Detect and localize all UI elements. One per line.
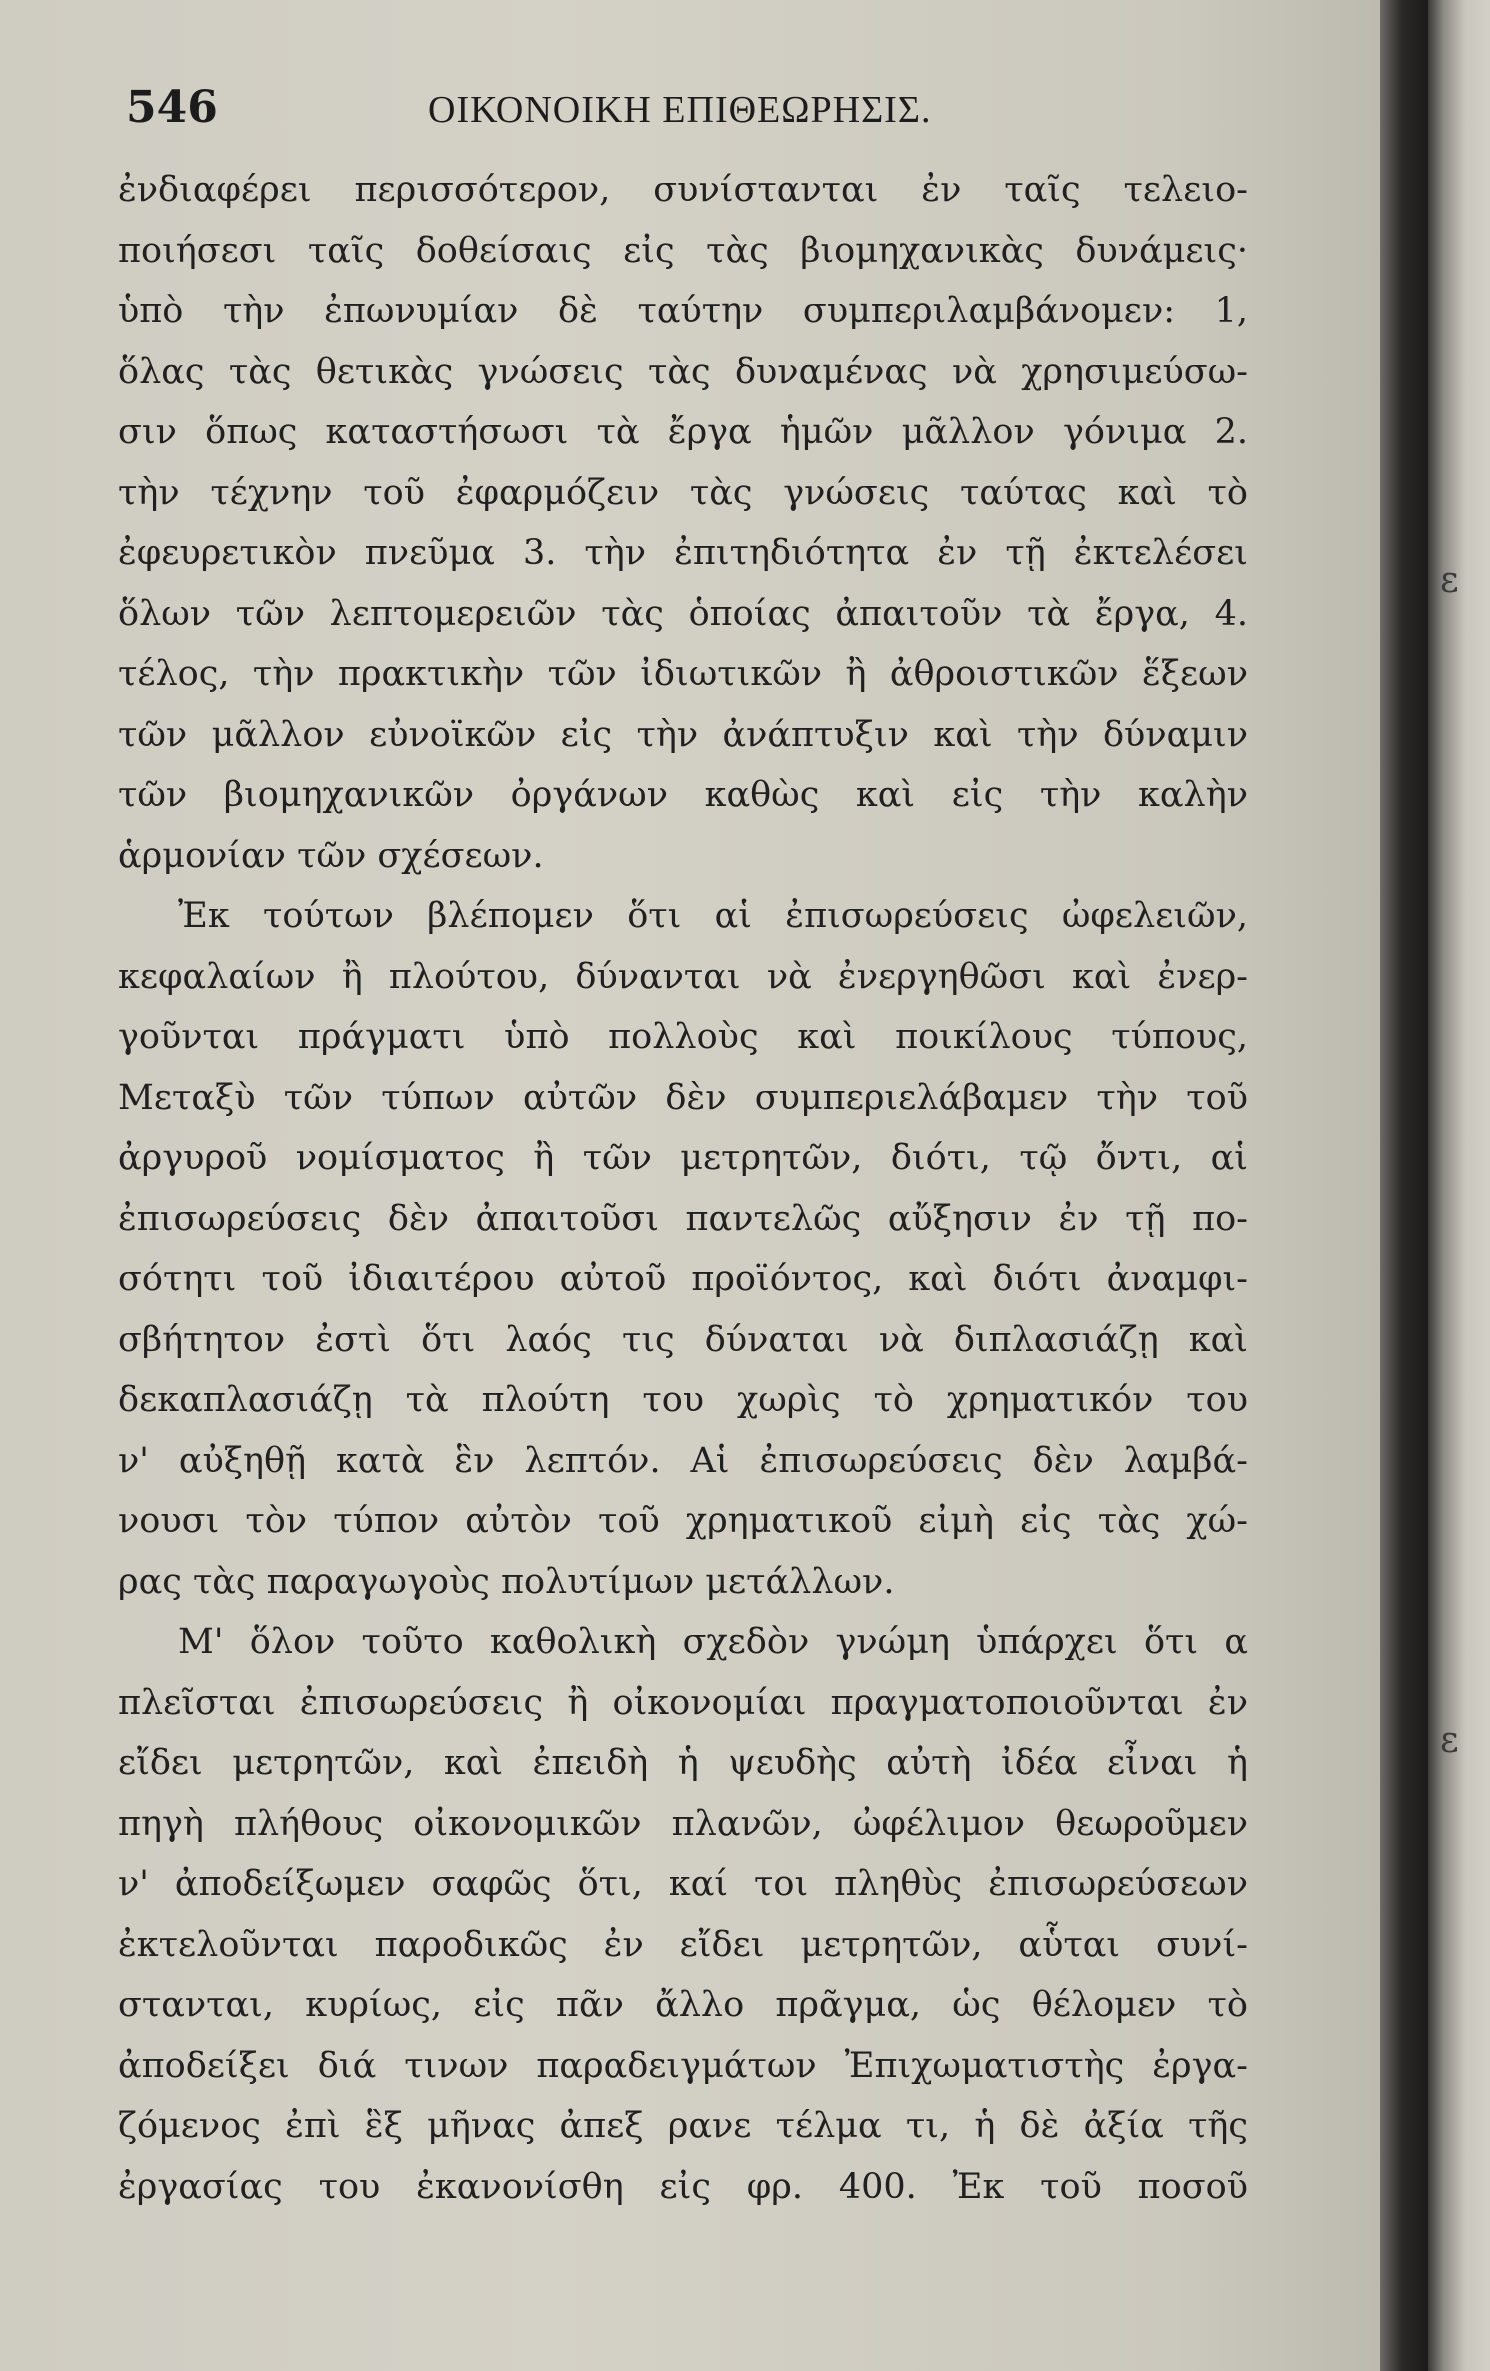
text-line: στανται, κυρίως, εἰς πᾶν ἄλλο πρᾶγμα, ὡς θέλομεν τὸ bbox=[118, 1985, 1248, 2025]
text-line: Μεταξὺ τῶν τύπων αὐτῶν δὲν συμπεριελάβαμεν τὴν τοῦ bbox=[118, 1077, 1248, 1118]
text-line: δεκαπλασιάζῃ τὰ πλούτη του χωρὶς τὸ χρηματικόν του bbox=[118, 1380, 1248, 1420]
text-line: σβήτητον ἐστὶ ὅτι λαός τις δύναται νὰ διπλασιάζῃ καὶ bbox=[118, 1319, 1248, 1360]
text-line: ἀποδείξει διά τινων παραδειγμάτων Ἐπιχωματιστὴς ἐργα- bbox=[118, 2045, 1248, 2086]
text-line: ὅλων τῶν λεπτομερειῶν τὰς ὁποίας ἀπαιτοῦν τὰ ἔργα, 4. bbox=[118, 593, 1248, 634]
text-line: ἐργασίας του ἐκανονίσθη εἰς φρ. 400. Ἐκ τοῦ ποσοῦ bbox=[118, 2166, 1248, 2207]
page-number: 546 bbox=[126, 82, 218, 133]
paragraph-start-line: Μ' ὅλον τοῦτο καθολικὴ σχεδὸν γνώμη ὑπάρχει ὅτι α bbox=[178, 1622, 1248, 1662]
text-line: ν' αὐξηθῇ κατὰ ἓν λεπτόν. Αἱ ἐπισωρεύσεις δὲν λαμβά- bbox=[118, 1440, 1248, 1481]
text-line: ποιήσεσι ταῖς δοθείσαις εἰς τὰς βιομηχανικὰς δυνάμεις· bbox=[118, 230, 1248, 271]
text-line: γοῦνται πράγματι ὑπὸ πολλοὺς καὶ ποικίλους τύπους, bbox=[118, 1017, 1248, 1057]
text-line: ἐπισωρεύσεις δὲν ἀπαιτοῦσι παντελῶς αὔξησιν ἐν τῇ πο- bbox=[118, 1198, 1248, 1239]
text-line: ἐνδιαφέρει περισσότερον, συνίστανται ἐν ταῖς τελειο- bbox=[118, 170, 1248, 210]
text-line: ἁρμονίαν τῶν σχέσεων. bbox=[118, 835, 544, 876]
text-line: ὅλας τὰς θετικὰς γνώσεις τὰς δυναμένας νὰ χρησιμεύσω- bbox=[118, 351, 1248, 392]
text-line: τὴν τέχνην τοῦ ἐφαρμόζειν τὰς γνώσεις ταύτας καὶ τὸ bbox=[118, 472, 1248, 513]
text-line: πλεῖσται ἐπισωρεύσεις ἢ οἰκονομίαι πραγματοποιοῦνται ἐν bbox=[118, 1682, 1248, 1723]
text-line: σιν ὅπως καταστήσωσι τὰ ἔργα ἡμῶν μᾶλλον γόνιμα 2. bbox=[118, 412, 1248, 452]
text-line: ἐφευρετικὸν πνεῦμα 3. τὴν ἐπιτηδιότητα ἐν τῇ ἐκτελέσει bbox=[118, 533, 1248, 573]
text-line: σότητι τοῦ ἰδιαιτέρου αὐτοῦ προϊόντος, καὶ διότι ἀναμφι- bbox=[118, 1259, 1248, 1299]
text-line: ὑπὸ τὴν ἐπωνυμίαν δὲ ταύτην συμπεριλαμβάνομεν: 1, bbox=[118, 291, 1248, 331]
text-line: τῶν μᾶλλον εὐνοϊκῶν εἰς τὴν ἀνάπτυξιν καὶ τὴν δύναμιν bbox=[118, 714, 1248, 755]
text-line: εἴδει μετρητῶν, καὶ ἐπειδὴ ἡ ψευδὴς αὐτὴ ἰδέα εἶναι ἡ bbox=[118, 1743, 1248, 1783]
text-line: κεφαλαίων ἢ πλούτου, δύνανται νὰ ἐνεργηθῶσι καὶ ἐνερ- bbox=[118, 956, 1248, 997]
paragraph-start-line: Ἐκ τούτων βλέπομεν ὅτι αἱ ἐπισωρεύσεις ὠφελειῶν, bbox=[178, 896, 1248, 936]
facing-page-edge bbox=[1428, 0, 1490, 2371]
book-gutter-shadow bbox=[1380, 0, 1428, 2371]
text-line: ζόμενος ἐπὶ ἓξ μῆνας ἀπεξ ρανε τέλμα τι, ἡ δὲ ἀξία τῆς bbox=[118, 2106, 1248, 2146]
text-line: πηγὴ πλήθους οἰκονομικῶν πλανῶν, ὠφέλιμον θεωροῦμεν bbox=[118, 1803, 1248, 1844]
text-line: ἀργυροῦ νομίσματος ἢ τῶν μετρητῶν, διότι, τῷ ὄντι, αἱ bbox=[118, 1138, 1248, 1178]
text-line: ἐκτελοῦνται παροδικῶς ἐν εἴδει μετρητῶν, αὗται συνί- bbox=[118, 1924, 1248, 1965]
facing-page-glyph: ε bbox=[1440, 1720, 1459, 1761]
page-header bbox=[118, 82, 1308, 142]
text-line: νουσι τὸν τύπον αὐτὸν τοῦ χρηματικοῦ εἰμὴ εἰς τὰς χώ- bbox=[118, 1501, 1248, 1541]
text-line: τῶν βιομηχανικῶν ὀργάνων καθὼς καὶ εἰς τὴν καλὴν bbox=[118, 775, 1248, 815]
text-line: ν' ἀποδείξωμεν σαφῶς ὅτι, καί τοι πληθὺς ἐπισωρεύσεων bbox=[118, 1864, 1248, 1904]
facing-page-glyph: ε bbox=[1440, 560, 1459, 601]
text-line: ρας τὰς παραγωγοὺς πολυτίμων μετάλλων. bbox=[118, 1561, 895, 1602]
running-title: ΟΙΚΟΝΟΙΚΗ ΕΠΙΘΕΩΡΗΣΙΣ. bbox=[428, 89, 932, 131]
text-line: τέλος, τὴν πρακτικὴν τῶν ἰδιωτικῶν ἢ ἀθροιστικῶν ἕξεων bbox=[118, 654, 1248, 694]
body-text bbox=[118, 160, 1248, 2217]
